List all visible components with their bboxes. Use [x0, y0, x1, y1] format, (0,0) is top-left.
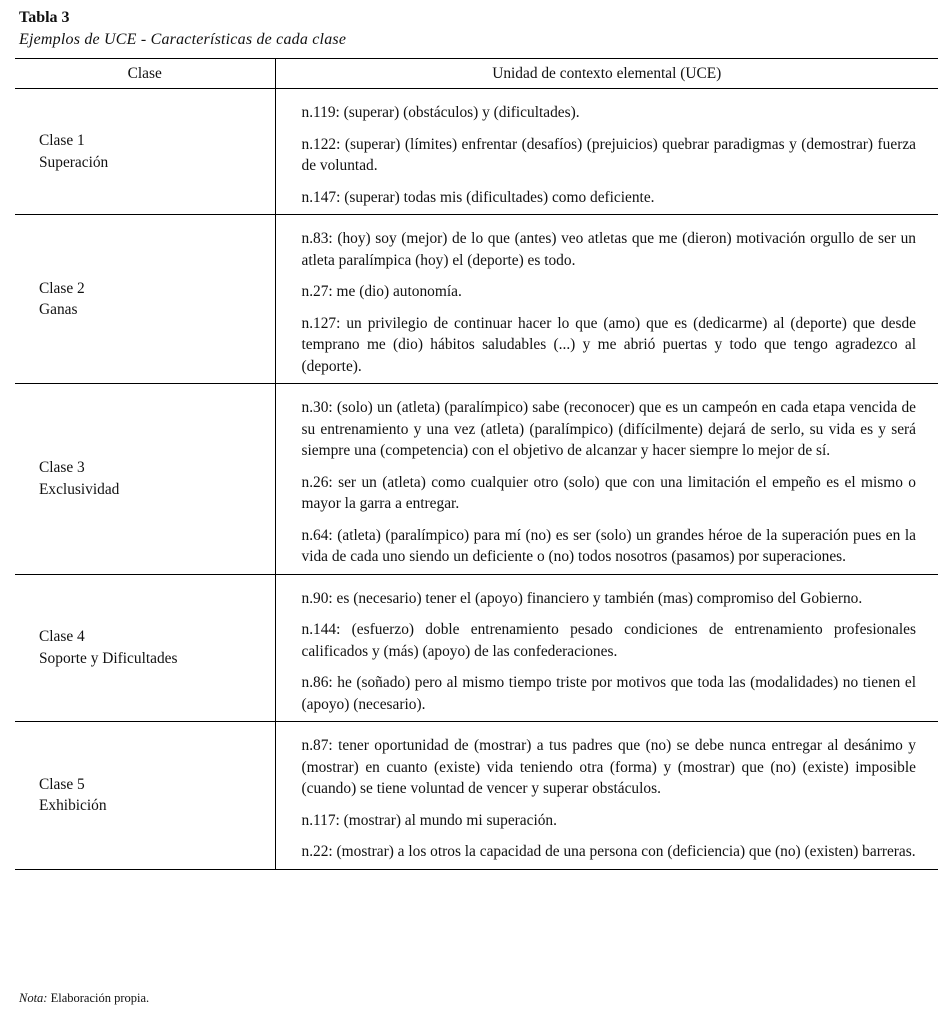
class-name: Clase 1 [39, 132, 85, 149]
uce-cell [275, 384, 938, 575]
class-cell [15, 89, 275, 215]
uce-item: n.87: tener oportunidad de (mostrar) a tus padres que (no) se debe nunca entregar al desánimo y (mostrar) en cuanto (existe) vida teniendo otra (forma) y (mostrar) que (no) (existe) imposible (cuando) se tiene voluntad de vencer y superar obstáculos. [301, 737, 916, 797]
table-title: Ejemplos de UCE - Características de cada clase [19, 31, 347, 48]
class-name: Clase 5 [39, 775, 85, 793]
table-row [15, 89, 938, 215]
uce-item: n.90: es (necesario) tener el (apoyo) financiero y también (mas) compromiso del Gobierno. [301, 589, 863, 607]
uce-cell [275, 89, 938, 215]
table-row [15, 722, 938, 870]
column-header-class: Clase [15, 59, 275, 89]
table-row [15, 574, 938, 722]
uce-item: n.119: (superar) (obstáculos) y (dificultades). [301, 104, 580, 121]
table-header-row [15, 59, 938, 89]
class-label: Ganas [39, 301, 78, 318]
uce-item: n.26: ser un (atleta) como cualquier otro (solo) que con una limitación el empeño es el mismo o mayor la garra a entregar. [301, 473, 916, 512]
uce-item: n.127: un privilegio de continuar hacer lo que (amo) que es (dedicarme) al (deporte) que desde temprano me (dio) hábitos saludables (...) y me abrió puertas y todo que tengo agradezco al (deporte). [301, 314, 916, 375]
uce-cell [275, 722, 938, 870]
table-number: Tabla 3 [19, 9, 70, 26]
class-label: Exclusividad [39, 480, 120, 498]
table-note [19, 989, 149, 1007]
table-row [15, 215, 938, 384]
table-row [15, 384, 938, 575]
class-name: Clase 4 [39, 628, 85, 646]
class-name: Clase 3 [39, 459, 85, 477]
class-label: Soporte y Dificultades [39, 649, 178, 667]
uce-item: n.22: (mostrar) a los otros la capacidad de una persona con (deficiencia) que (no) (existen) barreras. [301, 843, 916, 860]
uce-table [15, 58, 938, 870]
uce-item: n.122: (superar) (límites) enfrentar (desafíos) (prejuicios) quebrar paradigmas y (demostrar) fuerza de voluntad. [301, 135, 916, 174]
column-header-uce: Unidad de contexto elemental (UCE) [275, 59, 938, 89]
class-name: Clase 2 [39, 279, 85, 297]
class-label: Exhibición [39, 797, 107, 815]
uce-item: n.64: (atleta) (paralímpico) para mí (no) es ser (solo) un grandes héroe de la superación pues en la vida de cada uno siendo un deficiente o (no) todos nosotros (pasamos) por superaciones. [301, 526, 916, 565]
note-text: Elaboración propia. [47, 991, 150, 1005]
uce-item: n.27: me (dio) autonomía. [301, 283, 462, 300]
uce-item: n.117: (mostrar) al mundo mi superación. [301, 811, 557, 829]
class-cell [15, 384, 275, 575]
class-cell [15, 215, 275, 384]
class-label: Superación [39, 153, 109, 171]
uce-item: n.83: (hoy) soy (mejor) de lo que (antes) veo atletas que me (dieron) motivación orgullo de ser un atleta paralímpica (hoy) el (deporte) es todo. [301, 230, 916, 269]
note-label: Nota: [19, 991, 48, 1005]
class-cell [15, 722, 275, 870]
uce-item: n.86: he (soñado) pero al mismo tiempo triste por motivos que toda las (modalidades) no tienen el (apoyo) (necesario). [301, 674, 916, 713]
uce-cell [275, 215, 938, 384]
uce-item: n.144: (esfuerzo) doble entrenamiento pesado condiciones de entrenamiento profesionales calificados y (más) (apoyo) de las confederaciones. [301, 621, 916, 660]
uce-item: n.30: (solo) un (atleta) (paralímpico) sabe (reconocer) que es un campeón en cada etapa vencida de su entrenamiento y una vez (atleta) (paralímpico) (difícilmente) dejará de serlo, su vida es y será siempre una (competencia) con el objetivo de alcanzar y hacer siempre lo mejor de sí. [301, 399, 916, 459]
uce-cell [275, 574, 938, 722]
class-cell [15, 574, 275, 722]
uce-item: n.147: (superar) todas mis (dificultades) como deficiente. [301, 188, 655, 206]
